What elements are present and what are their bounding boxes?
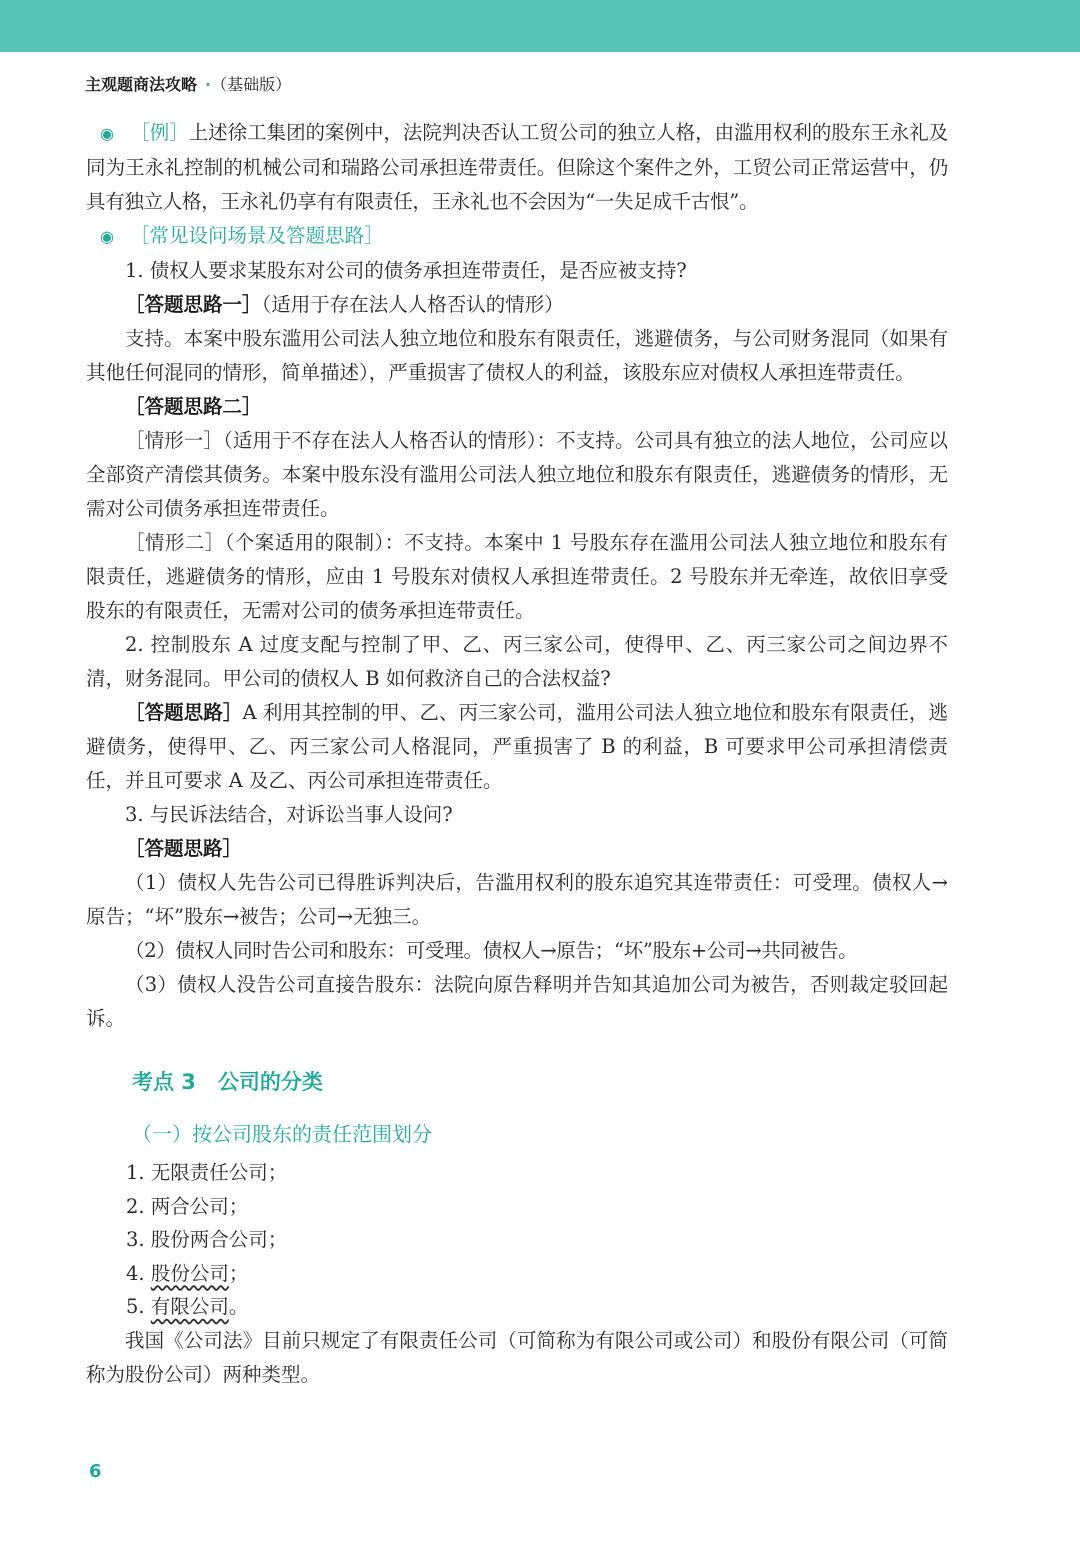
list-item: 1. 无限责任公司； <box>126 1161 288 1184</box>
case-1-label: ［情形一］ <box>125 429 223 452</box>
book-title: 主观题商法攻略 <box>85 75 198 94</box>
section-3-subheading: （一）按公司股东的责任范围划分 <box>132 1122 432 1146</box>
q1-approach-2-heading <box>86 390 948 424</box>
q2-approach-text: A 利用其控制的甲、乙、丙三家公司，滥用公司法人独立地位和股东有限责任，逃避债务，使得甲、乙、丙三家公司人格混同，严重损害了 B 的利益，B 可要求甲公司承担清偿责任，并且可要求 A 及乙、丙公司承担连带责任。 <box>86 701 948 792</box>
section-3-heading <box>86 1062 948 1102</box>
page-body <box>86 116 948 1392</box>
q3-item-1: （1）债权人先告公司已得胜诉判决后，告滥用权利的股东追究其连带责任：可受理。债权人→原告；“坏”股东→被告；公司→无独三。 <box>86 871 948 928</box>
case-1-text: （适用于不存在法人人格否认的情形）：不支持。公司具有独立的法人地位，公司应以全部资产清偿其债务。本案中股东没有滥用公司法人独立地位和股东有限责任，逃避债务的情形，无需对公司债务承担连带责任。 <box>86 429 948 520</box>
q1-approach-1-text: 支持。本案中股东滥用公司法人独立地位和股东有限责任，逃避债务，与公司财务混同（如果有其他任何混同的情形，简单描述），严重损害了债权人的利益，该股东应对债权人承担连带责任。 <box>86 327 948 384</box>
list-item <box>86 1290 948 1324</box>
q1-case-2 <box>86 526 948 628</box>
case-2-text: （个案适用的限制）：不支持。本案中 1 号股东存在滥用公司法人独立地位和股东有限责任，逃避债务的情形，应由 1 号股东对债权人承担连带责任。2 号股东并无牵连，故依旧享受股东的有限责任，无需对公司的债务承担连带责任。 <box>86 531 948 622</box>
q2-approach-label: ［答题思路］ <box>125 701 243 724</box>
section-3-title: 公司的分类 <box>217 1070 323 1094</box>
scenarios-heading-text: ［常见设问场景及答题思路］ <box>130 224 384 247</box>
q3-item-3: （3）债权人没告公司直接告股东：法院向原告释明并告知其追加公司为被告，否则裁定驳回起诉。 <box>86 973 948 1030</box>
list-item <box>86 1257 948 1291</box>
q1-case-1 <box>86 424 948 526</box>
question-2: 2. 控制股东 A 过度支配与控制了甲、乙、丙三家公司，使得甲、乙、丙三家公司之间边界不清，财务混同。甲公司的债权人 B 如何救济自己的合法权益? <box>86 633 948 690</box>
q1-approach-1-note: （适用于存在法人人格否认的情形） <box>261 293 564 316</box>
question-3: 3. 与民诉法结合，对诉讼当事人设问? <box>125 803 453 826</box>
list-item-punct: ； <box>228 1261 249 1285</box>
circle-bullet-icon: ◉ <box>100 227 114 246</box>
q1-approach-1-label: ［答题思路一］ <box>125 293 262 316</box>
circle-bullet-icon: ◉ <box>100 124 114 143</box>
q3-approach-label: ［答题思路］ <box>125 837 243 860</box>
list-item: 3. 股份两合公司； <box>126 1228 288 1251</box>
section-3-label: 考点 3 <box>132 1070 196 1094</box>
q2-approach <box>86 696 948 798</box>
list-item: 2. 两合公司； <box>126 1194 249 1218</box>
example-label: ［例］ <box>130 121 189 144</box>
q3-approach-heading <box>86 832 948 866</box>
list-item-number: 5. <box>126 1295 151 1318</box>
q3-item-2: （2）债权人同时告公司和股东：可受理。债权人→原告；“坏”股东+公司→共同被告。 <box>125 939 858 962</box>
edition-label: （基础版） <box>219 75 292 94</box>
question-1: 1. 债权人要求某股东对公司的债务承担连带责任，是否应被支持? <box>125 259 687 282</box>
case-2-label: ［情形二］ <box>125 531 225 554</box>
example-paragraph <box>86 116 948 219</box>
q1-approach-1-heading <box>86 288 948 322</box>
company-law-paragraph: 我国《公司法》目前只规定了有限责任公司（可简称为有限公司或公司）和股份有限公司（可简称为股份公司）两种类型。 <box>86 1328 948 1386</box>
scenarios-heading <box>86 219 948 254</box>
q1-approach-2-label: ［答题思路二］ <box>125 395 262 418</box>
company-type-list <box>86 1156 948 1324</box>
page-number: 6 <box>89 1461 102 1482</box>
emphasized-term: 有限公司 <box>150 1295 229 1318</box>
top-color-bar <box>0 0 1080 52</box>
running-header <box>85 72 291 95</box>
list-item-number: 4. <box>126 1261 151 1285</box>
example-text: 上述徐工集团的案例中，法院判决否认工贸公司的独立人格，由滥用权利的股东王永礼及同为王永礼控制的机械公司和瑞路公司承担连带责任。但除这个案件之外，工贸公司正常运营中，仍具有独立人格，王永礼仍享有有限责任，王永礼也不会因为“一失足成千古恨”。 <box>86 121 948 213</box>
header-separator: · <box>205 75 212 94</box>
emphasized-term: 股份公司 <box>150 1261 229 1285</box>
list-item-punct: 。 <box>228 1295 249 1318</box>
